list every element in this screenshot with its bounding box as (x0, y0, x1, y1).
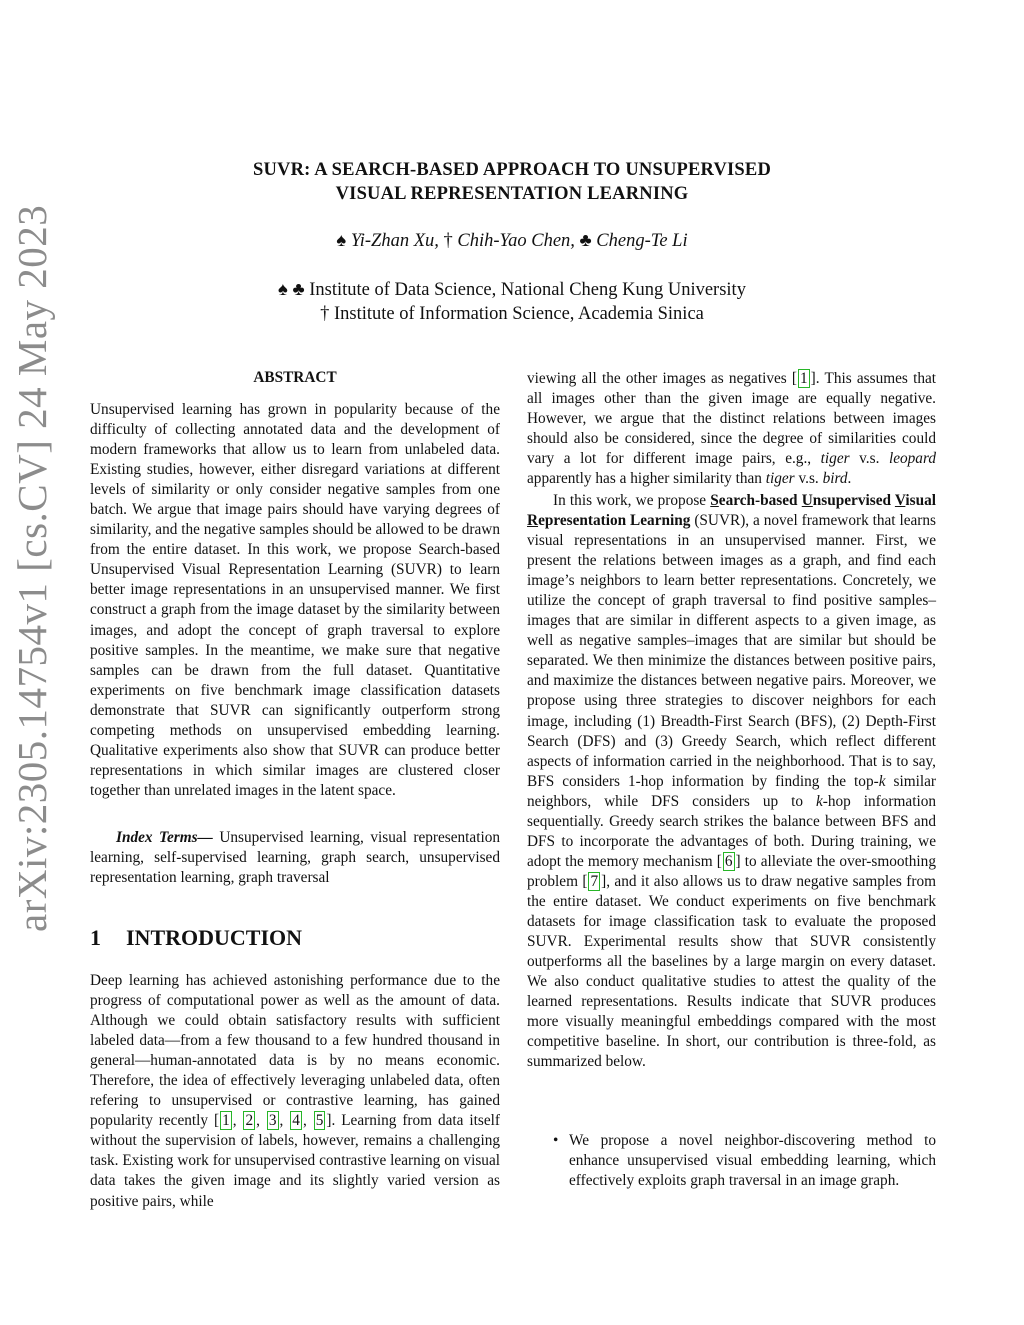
right-paragraph-1 (527, 369, 936, 489)
math-k: k (815, 792, 823, 810)
vs-text: v.s. (798, 470, 819, 488)
acronym-letter: U (801, 492, 813, 509)
affiliation-2-text: Institute of Information Science, Academia Sinica (333, 304, 704, 324)
author-list (120, 231, 904, 252)
acronym-letter: V (894, 492, 906, 509)
citation-link[interactable]: 7 (590, 872, 599, 890)
section-heading-introduction (90, 925, 302, 951)
title-line-1: SUVR: A SEARCH-BASED APPROACH TO UNSUPERVISED (252, 160, 772, 180)
bullet-text: We propose a novel neighbor-discovering method to enhance unsupervised visual embedding learning, which effectively exploits graph traversal in an image graph. (569, 1132, 936, 1190)
arxiv-identifier: arXiv:2305.14754v1 [cs.CV] 24 May 2023 (9, 204, 55, 932)
right-p1-text-a: viewing all the other images as negatives [ (527, 370, 797, 387)
emph-tiger: tiger (820, 450, 850, 468)
affiliation-1-text: Institute of Data Science, National Cheng Kung University (309, 280, 746, 300)
abstract-text: Unsupervised learning has grown in popularity because of the difficulty of collecting annotated data and the development of modern frameworks that allow us to learn from unlabeled data. Existing studies, however, either disregard variations at different levels of similarity or only consider negative samples from one batch. We argue that image pairs should have varying degrees of similarity, and the negative samples should be allowed to be drawn from the entire dataset. In this work, we propose Search-based Unsupervised Visual Representation Learning (SUVR) to learn better image representations in an unsupervised manner. We first construct a graph from the image dataset by the similarity between images, and adopt the concept of graph traversal to explore positive samples. In the meantime, we make sure that negative samples can be drawn from the full dataset. Quantitative experiments on five benchmark image classification datasets demonstrate that SUVR can significantly outperform strong competing methods on unsupervised embedding learning. Qualitative experiments also show that SUVR can produce better representations in which similar images are clustered closer together than unrelated images in the latent space. (90, 401, 500, 799)
author-2: Chih-Yao Chen, (457, 231, 575, 251)
bullet-icon: • (553, 1132, 559, 1149)
method-word: nsupervised (812, 492, 891, 509)
acronym-letter: S (710, 492, 719, 509)
emph-bird: bird (822, 470, 848, 488)
dagger-symbol: † (443, 231, 453, 251)
citation-link[interactable]: 4 (292, 1112, 300, 1130)
right-p2-text-d: -hop information sequentially. Greedy search strikes the balance between BFS and DFS to incorporate the advantages of both. During training, we adopt the memory mechanism [ (527, 792, 936, 870)
method-word: epresentation Learning (538, 512, 691, 530)
affiliation-2-symbol: † (320, 304, 330, 324)
index-terms-label: Index Terms— (116, 829, 213, 846)
citation-link[interactable]: 5 (315, 1112, 324, 1130)
citation-link[interactable]: 6 (724, 852, 733, 870)
right-p1-text-b: ]. This assumes that all images other than the given image are equally negative. However, we argue that the distinct relations between images should also be considered, since the degree of similarities could vary a lot for different image pairs, e.g., (527, 370, 937, 468)
math-k: k (878, 772, 886, 790)
affiliation-2 (120, 302, 904, 326)
vs-text: v.s. (859, 450, 880, 468)
right-p1-text-c: apparently has a higher similarity than (527, 470, 762, 488)
method-word: earch-based (718, 492, 798, 509)
spade-symbol: ♠ (336, 231, 347, 251)
title-line-2: VISUAL REPRESENTATION LEARNING (335, 184, 689, 204)
abstract-heading: ABSTRACT (253, 369, 337, 386)
affiliation-1-symbols: ♠ ♣ (278, 280, 305, 300)
period: . (847, 470, 852, 488)
right-p2-text-c: similar neighbors, while DFS considers up to (527, 772, 936, 810)
club-symbol: ♣ (579, 231, 592, 251)
author-3: Cheng-Te Li (596, 231, 688, 251)
intro-paragraph-1: Deep learning has achieved astonishing performance due to the progress of computational power as well as the amount of data. Although we could obtain satisfactory results with sufficient labeled data—from a few thousand to a few hundred thousand in general—human-annotated data is by no means economic. Therefore, the idea of effectively leveraging unlabeled data, often refering to unsupervised or contrastive learning, has gained popularity recently [ 1 , 2 , 3 , 4 , 5 ]. Learning from data itself without the supervision of labels, however, remains a challenging task. Existing work for unsupervised contrastive learning on visual data takes the given image and its slightly varied version as positive pairs, while (90, 972, 500, 1210)
citation-link[interactable]: 1 (222, 1112, 230, 1130)
paper-title (120, 158, 904, 206)
citation-link[interactable]: 3 (268, 1112, 277, 1130)
affiliations (120, 278, 904, 326)
affiliation-1 (120, 278, 904, 302)
right-p2-text-e: ] to alleviate the over-smoothing problem [ (527, 852, 936, 890)
method-word: isual (905, 492, 936, 509)
right-paragraph-2 (527, 491, 936, 1072)
section-title: INTRODUCTION (126, 925, 303, 950)
acronym-letter: R (527, 512, 539, 530)
index-terms-text: Unsupervised learning, visual representation learning, self-supervised learning, graph search, unsupervised representation learning, graph traversal (90, 829, 501, 887)
intro-p1-text-a: Deep learning has achieved astonishing performance due to the progress of computational power as well as the amount of data. Although we could obtain satisfactory results with sufficient labeled data—from a few thousand to a few hundred thousand in general—human-annotated data is by no means economic. Therefore, the idea of effectively leveraging unlabeled data, often refering to unsupervised or contrastive learning, has gained popularity recently [ (90, 972, 500, 1130)
author-1: Yi-Zhan Xu, (350, 231, 439, 251)
right-p2-text-b: (SUVR), a novel framework that learns visual representations in an unsupervised manner. First, we present the relations between images as a graph, and find each image’s neighbors to learn better representations. Concretely, we utilize the concept of graph traversal to find positive samples–images that are similar in different aspects to a given image, as well as negative samples–images that are similar but should be separated. We then minimize the distances between positive pairs, and maximize the distances between negative pairs. Moreover, we propose using three strategies to discover neighbors for each image, including (1) Breadth-First Search (BFS), (2) Depth-First Search (DFS) and (3) Greedy Search, which reflect different aspects of information carried in the neighborhood. That is to say, BFS considers 1-hop information by finding the top- (527, 512, 936, 790)
index-terms (90, 828, 500, 888)
citation-link[interactable]: 2 (245, 1112, 254, 1130)
right-p2-text-a: In this work, we propose (553, 492, 707, 509)
section-number: 1 (90, 925, 101, 950)
contribution-bullet-1 (553, 1131, 936, 1191)
citation-link[interactable]: 1 (800, 370, 808, 387)
emph-tiger: tiger (765, 470, 795, 488)
right-p2-text-f: ], and it also allows us to draw negative samples from the entire dataset. We conduct experiments on five benchmark datasets for image classification task to evaluate the proposed SUVR. Experimental results show that SUVR consistently outperforms all the baselines by a large margin on every dataset. We also conduct qualitative studies to attest the quality of the learned representations. Results indicate that SUVR produces more visually meaningful embeddings compared with the most competitive baseline. In short, our contribution is three-fold, as summarized below. (527, 872, 936, 1071)
intro-p1-text-b: ]. Learning from data itself without the supervision of labels, however, remains a challenging task. Existing work for unsupervised contrastive learning on visual data takes the given image and its slightly varied version as positive pairs, while (90, 1112, 500, 1210)
emph-leopard: leopard (888, 450, 936, 468)
